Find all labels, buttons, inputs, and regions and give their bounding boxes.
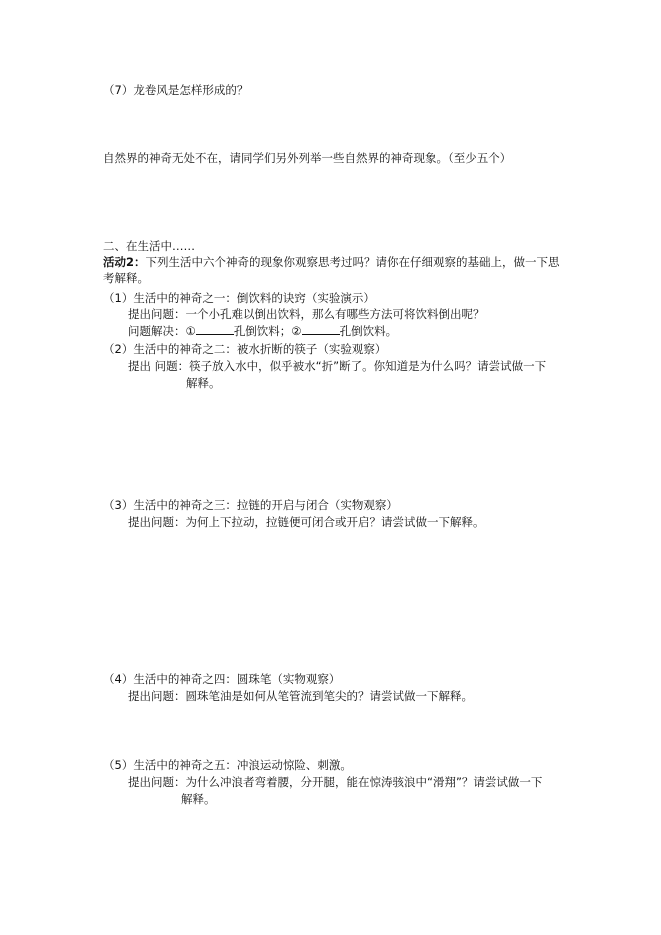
item-2-question-line-1: 提出 问题：筷子放入水中，似乎被水“折”断了。你知道是为什么吗？请尝试做一下 xyxy=(128,359,547,373)
item-5-question-line-2: 解释。 xyxy=(181,792,216,806)
item-1-solution-prefix: 问题解决：① xyxy=(128,324,196,338)
item-1-question: 提出问题：一个小孔难以倒出饮料，那么有哪些方法可将饮料倒出呢？ xyxy=(128,307,485,321)
item-2-title: （2）生活中的神奇之二：被水折断的筷子（实验观察） xyxy=(103,342,387,356)
item-5-title: （5）生活中的神奇之五：冲浪运动惊险、刺激。 xyxy=(103,758,352,772)
item-4-title: （4）生活中的神奇之四：圆珠笔（实物观察） xyxy=(103,672,341,686)
item-2-question-line-2: 解释。 xyxy=(186,376,221,390)
item-1-solution-suffix: 孔倒饮料。 xyxy=(339,324,398,338)
item-3-question: 提出问题：为何上下拉动，拉链便可闭合或开启？请尝试做一下解释。 xyxy=(128,515,485,529)
item-1-solution xyxy=(128,323,397,339)
activity-2-label: 活动2： xyxy=(103,255,146,269)
item-1-title: （1）生活中的神奇之一：倒饮料的诀窍（实验演示） xyxy=(103,291,375,305)
item-5-question-line-1: 提出问题：为什么冲浪者弯着腰，分开腿，能在惊涛骇浪中“滑翔”？请尝试做一下 xyxy=(128,775,543,789)
activity-2-line-1 xyxy=(103,254,560,270)
item-3-title: （3）生活中的神奇之三：拉链的开启与闭合（实物观察） xyxy=(103,498,398,512)
activity-2-line-2: 考解释。 xyxy=(103,271,149,285)
item-4-question: 提出问题：圆珠笔油是如何从笔管流到笔尖的？请尝试做一下解释。 xyxy=(128,689,473,703)
nature-prompt: 自然界的神奇无处不在，请同学们另外列举一些自然界的神奇现象。（至少五个） xyxy=(103,151,512,165)
answer-blank-2[interactable] xyxy=(302,323,340,335)
item-1-solution-mid: 孔倒饮料；② xyxy=(233,324,302,338)
question-7: （7）龙卷风是怎样形成的？ xyxy=(103,83,249,97)
answer-blank-1[interactable] xyxy=(196,323,234,335)
activity-2-text: 下列生活中六个神奇的现象你观察思考过吗？请你在仔细观察的基础上，做一下思 xyxy=(145,255,560,269)
section-two-heading: 二、在生活中…… xyxy=(103,239,195,253)
